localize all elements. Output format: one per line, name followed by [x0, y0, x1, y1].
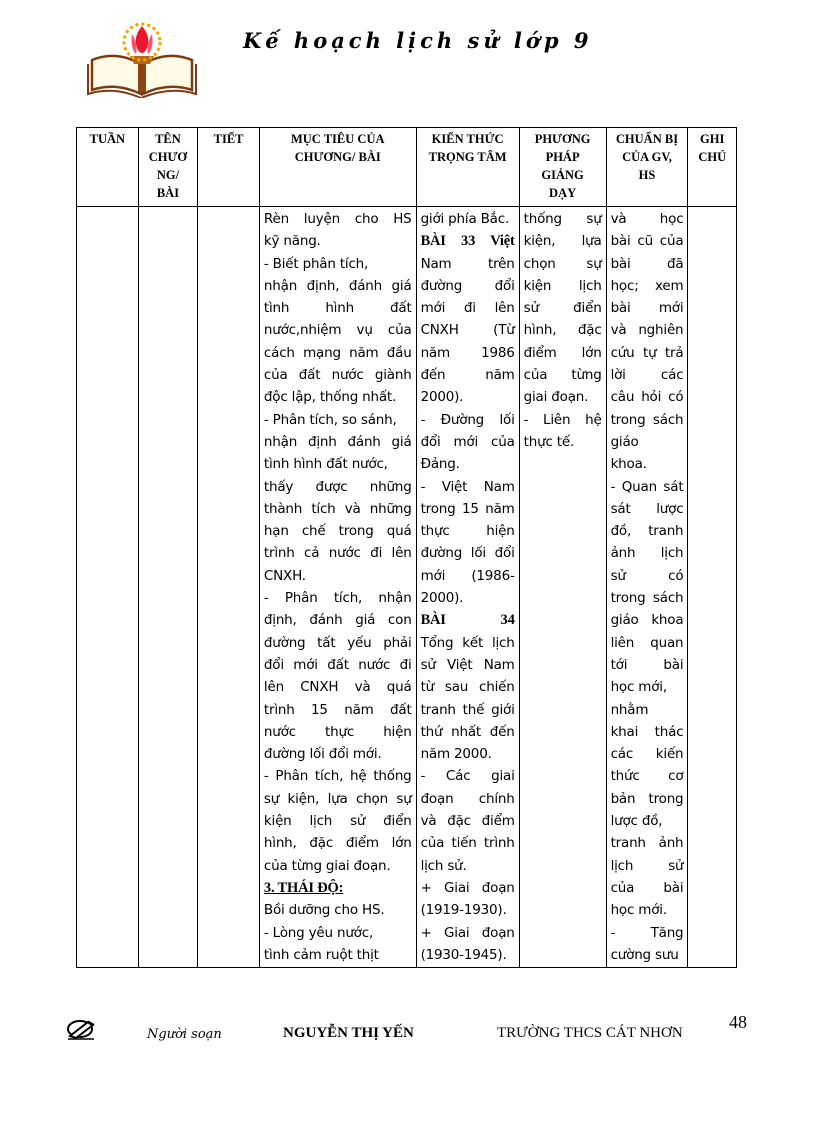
text-line: sử điển [523, 300, 602, 317]
text-line: lược đồ, [610, 813, 663, 830]
text-line: nhằm [610, 701, 649, 718]
header-key-knowledge: KIẾN THỨC TRỌNG TÂM [416, 128, 519, 207]
text-line: thấy được những [263, 478, 412, 495]
text-line: của đất nước giành [263, 367, 412, 384]
text-line: lịch sử. [420, 857, 467, 874]
text-line: tình hình đất nước, [263, 456, 388, 473]
text-line: giáo khoa [610, 612, 684, 629]
text-line: giới phía Bắc. [420, 211, 510, 227]
text-line: giai đoạn. [523, 389, 589, 406]
text-line: các kiến [610, 746, 684, 763]
text-line: đổi mới của [420, 433, 515, 450]
cell-period [198, 207, 260, 968]
text-line: chọn sự [523, 255, 602, 272]
text-line: thứ nhất đến [420, 723, 515, 740]
text-line: từ sau chiến [420, 679, 515, 696]
cell-notes [688, 207, 737, 968]
text-line: - Biết phân tích, [263, 255, 369, 272]
text-line: đường đổi [420, 277, 515, 294]
header-preparation: CHUẨN BỊ CỦA GV, HS [606, 128, 688, 207]
header-week: TUẦN [77, 128, 139, 207]
text-line: và học [610, 211, 684, 227]
lesson-plan-table [76, 127, 737, 968]
text-line: đổi mới đất nước đi [263, 656, 412, 673]
text-line: điểm lớn [523, 344, 602, 361]
text-line: đường lối đổi mới. [263, 746, 382, 763]
text-line: của từng giai đoạn. [263, 857, 391, 874]
text-line: CNXH. [263, 567, 306, 584]
cell-key-knowledge [416, 207, 519, 968]
text-line: độc lập, thống nhất. [263, 389, 397, 406]
text-line: (1930-1945). [420, 946, 507, 963]
author-name: NGUYỄN THỊ YẾN [283, 1025, 414, 1041]
text-line: bản trong [610, 790, 684, 807]
text-line: đoạn chính [420, 790, 515, 807]
header-objectives: MỤC TIÊU CỦA CHƯƠNG/ BÀI [259, 128, 416, 207]
text-line: - Lòng yêu nước, [263, 924, 374, 941]
text-line: thực hiện [420, 523, 515, 540]
text-line: của bài [610, 879, 684, 896]
text-line: năm 2000. [420, 746, 492, 763]
text-line: trong 15 năm [420, 500, 515, 517]
text-line: nhận định đánh giá [263, 433, 412, 450]
text-line: hình, đặc điểm lớn [263, 835, 412, 852]
cell-objectives [259, 207, 416, 968]
text-line: nước thực hiện [263, 723, 412, 740]
text-line: học; xem [610, 277, 684, 294]
text-line: - Phân tích, so sánh, [263, 411, 397, 428]
text-line: lời các [610, 367, 684, 384]
text-line: thành tích và những [263, 500, 412, 517]
text-line: hạn chế trong quá [263, 523, 412, 540]
cell-teaching-method [519, 207, 606, 968]
text-line: đường tất yếu phải [263, 634, 412, 651]
book-torch-emblem-icon [86, 20, 198, 98]
text-line: năm 1986 [420, 344, 515, 361]
text-line: Tổng kết lịch [420, 634, 515, 651]
text-line: của tiến trình [420, 835, 515, 852]
text-line: cứu tự trả [610, 344, 684, 361]
text-line: học mới, [610, 679, 667, 696]
text-line: tranh ảnh [610, 835, 684, 852]
text-line: ảnh lịch [610, 545, 684, 562]
text-line: đồ, tranh [610, 523, 684, 540]
text-line: nước,nhiệm vụ của [263, 322, 412, 339]
text-line: nhận định, đánh giá [263, 277, 412, 294]
text-line: liên quan [610, 634, 684, 651]
text-line: hình, đặc [523, 322, 602, 339]
text-line: định, đánh giá con [263, 612, 412, 629]
text-line: + Giai đoạn [420, 879, 515, 896]
text-line: tình cảm ruột thịt [263, 946, 379, 963]
text-line: sử có [610, 567, 684, 584]
header-teaching-method: PHƯƠNG PHÁP GIẢNG DẠY [519, 128, 606, 207]
text-line: khoa. [610, 456, 647, 473]
text-line: kỹ năng. [263, 233, 321, 250]
text-line: sự kiện, lựa chọn sự [263, 790, 412, 807]
text-line: trong sách [610, 411, 684, 428]
text-line: BÀI 33 Việt [420, 233, 515, 250]
text-line: tình hình đất [263, 300, 412, 317]
text-line: thống sự [523, 211, 602, 227]
text-line: lên CNXH và quá [263, 679, 412, 696]
table-row [77, 207, 737, 968]
text-line: thực tế. [523, 433, 575, 450]
text-line: kiện lịch sử điển [263, 813, 412, 830]
text-line: tới bài [610, 656, 684, 673]
text-line: và nghiên [610, 322, 684, 339]
text-line: bài đã [610, 255, 684, 272]
text-line: + Giai đoạn [420, 924, 515, 941]
text-line: câu hỏi có [610, 389, 684, 406]
text-line: CNXH (Từ [420, 322, 515, 339]
cell-week [77, 207, 139, 968]
text-line: giáo [610, 433, 639, 450]
text-line: kiện, lựa [523, 233, 602, 250]
text-line: sử Việt Nam [420, 656, 515, 673]
text-line: trình cả nước đi lên [263, 545, 412, 562]
text-line: - Quan sát [610, 478, 684, 495]
author-label: Người soạn [147, 1027, 222, 1042]
text-line: BÀI 34 [420, 612, 515, 629]
text-line: - Phân tích, hệ thống [263, 768, 412, 785]
page-number: 48 [729, 1012, 747, 1032]
text-line: - Tăng [610, 924, 684, 941]
text-line: học mới. [610, 902, 667, 919]
text-line: đường lối đổi [420, 545, 515, 562]
header-notes: GHI CHÚ [688, 128, 737, 207]
cell-preparation [606, 207, 688, 968]
text-line: và đặc điểm [420, 813, 515, 830]
text-line: kiện lịch [523, 277, 602, 294]
text-line: tranh thế giới [420, 701, 515, 718]
header-chapter-lesson: TÊN CHƯƠ NG/ BÀI [138, 128, 198, 207]
text-line: mới đi lên [420, 300, 515, 317]
text-line: 3. THÁI ĐỘ: [263, 879, 344, 896]
pen-writing-icon [66, 1016, 96, 1040]
table-header-row [77, 128, 737, 207]
text-line: trình 15 năm đất [263, 701, 412, 718]
text-line: - Các giai [420, 768, 515, 785]
text-line: (1919-1930). [420, 902, 507, 919]
text-line: Đảng. [420, 456, 460, 473]
header-period: TIẾT [198, 128, 260, 207]
text-line: cường sưu [610, 946, 679, 963]
text-line: khai thác [610, 723, 684, 740]
cell-chapter-lesson [138, 207, 198, 968]
text-line: - Liên hệ [523, 411, 602, 428]
school-name: TRƯỜNG THCS CÁT NHƠN [497, 1025, 683, 1041]
text-line: bài mới [610, 300, 684, 317]
text-line: Bồi dưỡng cho HS. [263, 902, 385, 919]
text-line: lịch sử [610, 857, 684, 874]
text-line: Rèn luyện cho HS [263, 211, 412, 227]
text-line: của từng [523, 367, 602, 384]
text-line: - Việt Nam [420, 478, 515, 495]
text-line: bài cũ của [610, 233, 684, 250]
text-line: 2000). [420, 389, 464, 406]
text-line: Nam trên [420, 255, 515, 272]
text-line: cách mạng năm đầu [263, 344, 412, 361]
text-line: - Phân tích, nhận [263, 590, 412, 607]
document-title: Kế hoạch lịch sử lớp 9 [243, 28, 593, 53]
text-line: sát lược [610, 500, 684, 517]
text-line: mới (1986- [420, 567, 515, 584]
text-line: - Đường lối [420, 411, 515, 428]
text-line: trong sách [610, 590, 684, 607]
text-line: 2000). [420, 590, 464, 607]
text-line: thức cơ [610, 768, 684, 785]
text-line: đến năm [420, 367, 515, 384]
